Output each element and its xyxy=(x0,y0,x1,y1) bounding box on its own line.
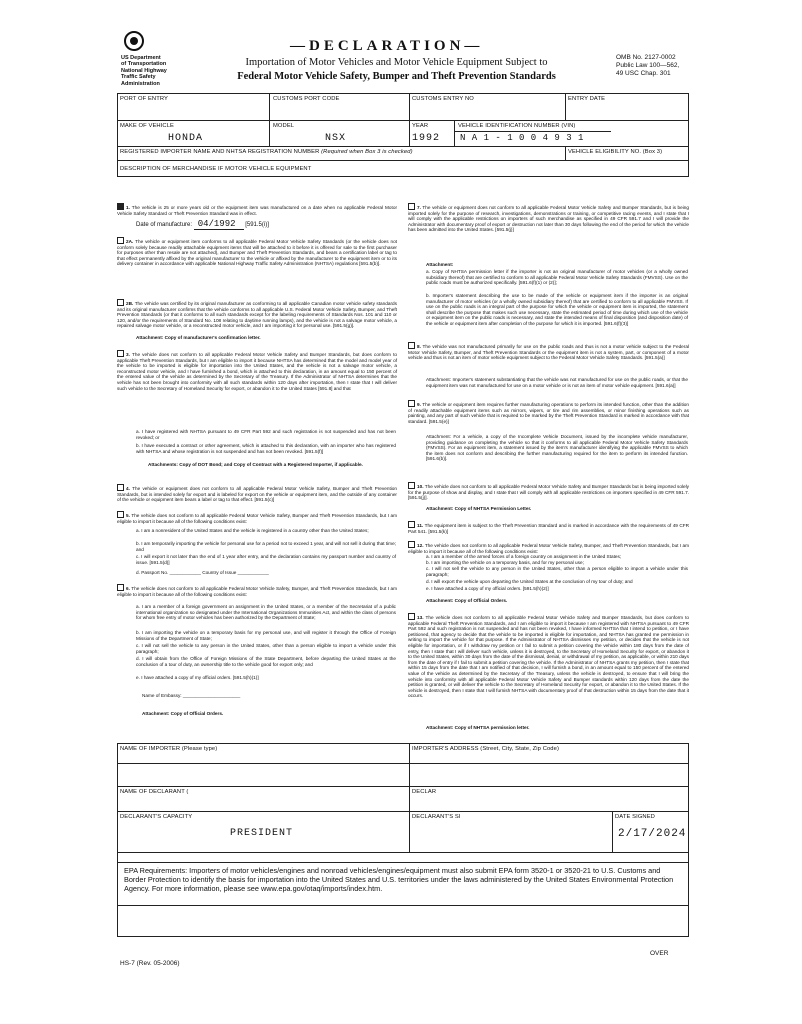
item-7-attachment-b: b. Importer's statement describing the use to be made of the vehicle or equipment item if the importer is an original manufacturer of motor vehicles (or a wholly owned subsidiary thereof) that are certified to conform to all applicable FMVSS. If use on the public roads is an integral part of the purpose for which the vehicle or equipment item is imported, the statement shall describe the purpose that makes such use necessary, state the estimated period of time during which use of the vehicle or equipment item on the public roads is necessary, and state the intended means of final disposition (and disposition date) of the vehicle or equipment item after completion of the purpose for which it is imported. [591.6(f)(3)] xyxy=(426,293,688,326)
item-1: 1. The vehicle is 25 or more years old or the equipment item was manufactured on a date when no applicable Federal Motor Vehicle Safety Standard or Theft Prevention Standard was in effect. xyxy=(117,205,398,216)
epa-requirements: EPA Requirements: Importers of motor vehicles/engines and nonroad vehicles/engines/equipment must also submit EPA form 3520-1 or 3520-21 to U.S. Customs and Border Protection to identify the basis for importation into the United States and U.S. territories under the laws administered by the United States Environmental Protection Agency. For more information, please see www.epa.gov/otaq/imports/index.htm. xyxy=(117,862,689,906)
manufacture-date-row: Date of manufacture: 04/1992 [591.5(i)] xyxy=(136,219,269,229)
checkbox-1-icon[interactable] xyxy=(117,203,124,210)
dot-seal-icon xyxy=(124,31,144,51)
item-12: 12. The vehicle does not conform to all applicable Federal Motor Vehicle Safety, Bumper, and Theft Prevention Standards, but I am eligible to import it because all of the following conditions exist: xyxy=(408,543,690,554)
item-8-attachment: Attachment: Importer's statement substantiating that the vehicle was not manufactured for use on the public roads, or that the equipment item was not manufactured for use on a motor vehicle or is not an item of motor vehicle equipment. [591.6(a)] xyxy=(426,377,688,388)
embassy-name: Name of Embassy: ______________________ xyxy=(142,693,241,698)
item-12-attachment: Attachment: Copy of Official Orders. xyxy=(426,598,508,603)
item-3: 3. The vehicle does not conform to all applicable Federal Motor Vehicle Safety and Bumper Standards, but does conform to applicable Theft Prevention Standards, but I am eligible to import it because NHTSA has determined that the model and model year of the vehicle to be imported is eligible for importation into the United States, and the vehicle is not a salvage motor vehicle, a reconstructed motor vehicle, and I have furnished a bond, which is attached to this declaration, in an amount equal to 150 percent of the entered value of the vehicle as determined by the Secretary of the Treasury. If the Administrator of NHTSA determines that the vehicle has not been brought into conformity with all such standards within 120 days after importation, then I state that I will deliver such vehicle to the Secretary of Homeland Security for export, or abandon it to the United States [591.8] and that xyxy=(117,352,398,391)
form-subtitle-1: Importation of Motor Vehicles and Motor Vehicle Equipment Subject to xyxy=(245,57,548,68)
form-number: HS-7 (Rev. 05-2006) xyxy=(120,960,180,967)
vin-value[interactable]: N A 1 - 1 0 0 4 9 3 1 xyxy=(460,133,584,143)
item-6a: a. I am a member of a foreign government on assignment in the United States, or a member of the Secretariat of a public international organization so designated under the International Organizations Immunities Act, and within the class of persons for whom free entry of motor vehicles has been authorized by the Department of State; xyxy=(136,604,396,621)
customs-port-code-label: CUSTOMS PORT CODE xyxy=(273,96,340,102)
item-7-attachment-title: Attachment: xyxy=(426,262,454,267)
checkbox-11-icon[interactable] xyxy=(408,521,415,528)
item-5c: c. I will export it not later than the end of 1 year after entry, and the declaration contains my passport number and country of issue. [591.5(d)] xyxy=(136,554,396,565)
checkbox-9-icon[interactable] xyxy=(408,400,415,407)
vin-label: VEHICLE IDENTIFICATION NUMBER (VIN) xyxy=(458,123,576,129)
item-12e: e. I have attached a copy of my official orders. [591.5(h)(2)] xyxy=(426,586,549,591)
agency-block: US Department of Transportation National Highway Traffic Safety Administration xyxy=(121,55,167,87)
item-6d: d. I will obtain from the Office of Foreign Missions of the State Department, before departing the United States at the conclusion of a tour of duty, an ownership title to the vehicle good for export only; and xyxy=(136,656,396,667)
item-12b: b. I am importing the vehicle on a temporary basis, and for my personal use; xyxy=(426,560,584,565)
checkbox-12-icon[interactable] xyxy=(408,541,415,548)
checkbox-5-icon[interactable] xyxy=(117,511,124,518)
declar-label: DECLAR xyxy=(412,789,437,795)
checkbox-8-icon[interactable] xyxy=(408,342,415,349)
importer-address-label: IMPORTER'S ADDRESS (Street, City, State, Zip Code) xyxy=(412,746,559,752)
item-2b: 2B. The vehicle was certified by its original manufacturer as conforming to all applicable Canadian motor vehicle safety standards and its original manufacturer confirms that the vehicle conforms to all applicable U.S. Federal Motor Vehicle Safety, Bumper, and Theft Prevention Standards (or that it conforms to all such standards except for the labeling requirements of Standards Nos. 101 and 110 or 120, and/or the requirements of Standard No. 108 relating to daytime running lamps), and the vehicle is not a salvage motor vehicle, a repaired salvage motor vehicle, or a reconstructed motor vehicle, and I am importing it for personal use. [591.5(g)]. xyxy=(117,301,397,329)
item-12c: c. I will not sell the vehicle to any person in the United States, other than a person eligible to import a vehicle under this paragraph; xyxy=(426,566,688,577)
item-2b-attachment: Attachment: Copy of manufacturer's confirmation letter. xyxy=(136,335,261,340)
year-label: YEAR xyxy=(412,123,429,129)
checkbox-6-icon[interactable] xyxy=(117,584,124,591)
item-10: 10. The vehicle does not conform to all applicable Federal Motor Vehicle Safety and Bumper Standards but is being imported solely for the purpose of show and display, and I state that I will comply with all applicable restrictions on importers specified in 49 CFR 591.7. [591.5(j)]. xyxy=(408,484,690,501)
item-5: 5. The vehicle does not conform to all applicable Federal Motor Vehicle Safety, Bumper and Theft Prevention Standards, but I am eligible to import it because all of the following conditions exist: xyxy=(117,513,397,524)
checkbox-3-icon[interactable] xyxy=(117,350,124,357)
description-label: DESCRIPTION OF MERCHANDISE IF MOTOR VEHICLE EQUIPMENT xyxy=(120,166,312,172)
customs-entry-no-label: CUSTOMS ENTRY NO xyxy=(412,96,474,102)
model-label: MODEL xyxy=(273,123,295,129)
date-signed-label: DATE SIGNED xyxy=(615,814,655,820)
item-4: 4. The vehicle or equipment does not conform to all applicable Federal Motor Vehicle Safety, Bumper and Theft Prevention Standards, but is intended solely for export and is labeled for export on the vehicle or equipment item, and the outside of any container of the vehicle or equipment item bears a label or tag to that effect. [591.5(c)] xyxy=(117,486,398,503)
item-13: 13. The vehicle does not conform to all applicable Federal Motor Vehicle Safety and Bumper Standards, but does conform to applicable Federal Theft Prevention Standards, and I am eligible to import it because I am registered with NHTSA pursuant to 49 CFR Part 592 and such registration is not suspended and has not been revoked, I have informed NHTSA that I intend to petition, or I have petitioned, that agency to decide that the vehicle to be imported is eligible for importation, and NHTSA has granted me permission in writing to import the vehicle for that purpose. If the Administrator of NHTSA dismisses my petition, or decides that the vehicle is not eligible for importation, or if I withdraw my petition or I fail to submit a petition covering the vehicle within 180 days from the date of entry, then I state that I will deliver such vehicle, unless it is destroyed, to the Secretary of Homeland Security for export, or abandon it to the United States, within 30 days from the date of the dismissal, denial, or withdrawal of my petition, as applicable, or within 210 days from the date of entry if I fail to submit a petition covering the vehicle. If the Administrator of NHTSA grants my petition, then I state that within 15 days from the date that I am notified of that decision, I will furnish a bond, in an amount equal to 150 percent of the entered value of the vehicle as determined by the Secretary of the Treasury, unless the vehicle is destroyed, to ensure that I will bring the vehicle into conformity with all applicable Federal Motor Vehicle Safety and Bumper standards within 120 days from the date the petition is granted, or will deliver the vehicle to the Secretary of Homeland Security for export, or abandon it to the United States. If the vehicle is destroyed, then I state that I will furnish NHTSA with documentary proof of that destruction within 15 days from the date that it occurs. xyxy=(408,615,690,699)
date-signed-value[interactable]: 2/17/2024 xyxy=(618,828,687,840)
registered-importer-label: REGISTERED IMPORTER NAME AND NHTSA REGISTRATION NUMBER (Required when Box 3 is checked) xyxy=(120,149,413,155)
item-5a: a. I am a nonresident of the United States and the vehicle is registered in a country other than the United States; xyxy=(136,528,369,533)
item-9: 9. The vehicle or equipment item requires further manufacturing operations to perform its intended function, other than the addition of readily attachable equipment items such as mirrors, wipers, or tire and rim assemblies, or minor finishing operations such as painting, and any part of such vehicle that is required to be marked by the Theft Prevention Standard is marked in accordance with that standard. [591.5(e)] xyxy=(408,402,690,424)
entry-date-label: ENTRY DATE xyxy=(568,96,606,102)
importer-name-label: NAME OF IMPORTER (Please type) xyxy=(120,746,218,752)
item-2a: 2A. The vehicle or equipment item conforms to all applicable Federal Motor Vehicle Safety Standards (or the vehicle does not conform solely because readily attachable equipment items that will be attached to it before it is offered for sale to the first purchaser for purposes other than resale are not attached), and Bumper and Theft Prevention Standards, and bears a certification label or tag to that effect permanently affixed by the original manufacturer to the vehicle or affixed by the manufacturer to the equipment item or to its delivery container in accordance with applicable National Highway Traffic Safety Administration (NHTSA) regulations [591.5(b)]. xyxy=(117,239,397,267)
item-3-attachments: Attachments: Copy of DOT Bond; and Copy of Contract with a Registered Importer, if applicable. xyxy=(148,462,363,467)
checkbox-13-icon[interactable] xyxy=(408,613,415,620)
checkbox-10-icon[interactable] xyxy=(408,482,415,489)
checkbox-4-icon[interactable] xyxy=(117,484,124,491)
signature-grid xyxy=(117,743,689,937)
model-value[interactable]: NSX xyxy=(325,133,347,144)
item-5d: d. Passport No. ____________ Country of Issue ____________ xyxy=(136,570,269,575)
item-13-attachment: Attachment: Copy of NHTSA permission letter. xyxy=(426,725,530,730)
item-7-attachment-a: a. Copy of NHTSA permission letter if the importer is not an original manufacturer of motor vehicles (or a wholly owned subsidiary thereof) that are certified to conform to all applicable Federal Motor Vehicle Safety Standards (FMVSS). Use on the public roads must be authorized specifically. [591.6(f)(1) or (2)]; xyxy=(426,269,688,286)
manufacture-date-value[interactable]: 04/1992 xyxy=(194,219,244,230)
form-title: —DECLARATION— xyxy=(290,38,484,54)
over-label: OVER xyxy=(650,950,669,957)
item-8: 8. The vehicle was not manufactured primarily for use on the public roads and thus is not a motor vehicle subject to the Federal Motor Vehicle Safety, Bumper, and Theft Prevention Standards or the equipment item is not a system, part, or component of a motor vehicle and thus is not an item of motor vehicle equipment subject to the Federal Motor Vehicle Safety Standards. [591.5(a)] xyxy=(408,344,689,361)
omb-info: OMB No. 2127-0002 Public Law 100—562, 49 USC Chap. 301 xyxy=(616,54,680,77)
declarant-name-label: NAME OF DECLARANT ( xyxy=(120,789,189,795)
item-11: 11. The equipment item is subject to the Theft Prevention Standard and is marked in accordance with the requirements of 49 CFR Part 541. [591.5(k)] xyxy=(408,523,689,534)
item-9-attachment: Attachment: For a vehicle, a copy of the Incomplete Vehicle Document, issued by the incomplete vehicle manufacturer, providing guidance on completing the vehicle so that it conforms to all applicable Federal Motor Vehicle Safety Standards (FMVSS). For an equipment item, a statement issued by the item's manufacturer identifying the applicable FMVSS to which the item does not conform and describing the further manufacturing required for the item to perform its intended function. [591.6(b)]. xyxy=(426,434,688,462)
year-value[interactable]: 1992 xyxy=(412,133,441,144)
eligibility-label: VEHICLE ELIGIBILITY NO. (Box 3) xyxy=(568,149,663,155)
make-label: MAKE OF VEHICLE xyxy=(120,123,175,129)
capacity-value[interactable]: PRESIDENT xyxy=(230,828,294,839)
item-6e: e. I have attached a copy of my official orders. [591.5(h)(1)] xyxy=(136,675,259,680)
item-12d: d. I will export the vehicle upon departing the United States at the conclusion of my tour of duty; and xyxy=(426,579,633,584)
make-value[interactable]: HONDA xyxy=(168,133,204,144)
capacity-label: DECLARANT'S CAPACITY xyxy=(120,814,193,820)
form-subtitle-2: Federal Motor Vehicle Safety, Bumper and Theft Prevention Standards xyxy=(237,71,556,82)
item-5b: b. I am temporarily importing the vehicle for personal use for a period not to exceed 1 year, and will not sell it during that time; and xyxy=(136,541,396,552)
declarant-signature-label: DECLARANT'S SI xyxy=(412,814,461,820)
item-6b: b. I am importing the vehicle on a temporary basis for my personal use, and will register it through the Office of Foreign Missions of the Department of State; xyxy=(136,630,396,641)
item-12a: a. I am a member of the armed forces of a foreign country on assignment in the United States; xyxy=(426,554,622,559)
item-6c: c. I will not sell the vehicle to any person in the United States, other than a person eligible to import a vehicle under this paragraph; xyxy=(136,643,396,654)
port-of-entry-label: PORT OF ENTRY xyxy=(120,96,169,102)
item-10-attachment: Attachment: Copy of NHTSA Permission Letter. xyxy=(426,506,532,511)
checkbox-2b-icon[interactable] xyxy=(117,299,124,306)
checkbox-7-icon[interactable] xyxy=(408,203,415,210)
item-6: 6. The vehicle does not conform to all applicable Federal Motor Vehicle Safety, Bumper, and Theft Prevention Standards, but I am eligible to import it because all of the following conditions exist: xyxy=(117,586,398,597)
item-6-attachment: Attachment: Copy of Official Orders. xyxy=(142,711,224,716)
checkbox-2a-icon[interactable] xyxy=(117,237,124,244)
item-3b: b. I have executed a contract or other agreement, which is attached to this declaration, with an importer who has registered with NHTSA and whose registration is not suspended and has not been revoked. [591.5(f)] xyxy=(136,443,396,454)
item-3a: a. I have registered with NHTSA pursuant to 49 CFR Part 592 and such registration is not suspended and has not been revoked; or xyxy=(136,429,396,440)
item-7: 7. The vehicle or equipment does not conform to all applicable Federal Motor Vehicle Safety and Bumper Standards, but is being imported solely for the purpose of research, investigations, demonstrations or training, or competitive racing events, and I state that I will comply with the applicable restrictions on importers of such merchandise as specified in 49 CFR 591.7 and I will provide the Administrator with documentary proof of export or destruction not later than 30 days following the end of the period for which the vehicle has been admitted into the United States. [591.5(j)] xyxy=(408,205,689,233)
